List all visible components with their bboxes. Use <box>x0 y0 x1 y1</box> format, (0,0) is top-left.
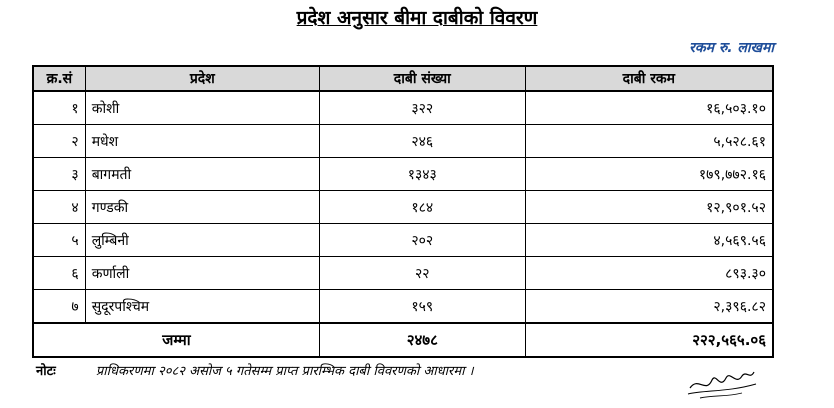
row-claim-count: २४६ <box>319 125 525 158</box>
header-claim-amount: दाबी रकम <box>525 66 773 91</box>
row-claim-amount: २,३९६.८२ <box>525 290 773 324</box>
row-province: लुम्बिनी <box>85 224 319 257</box>
row-sn: ६ <box>33 257 85 290</box>
row-claim-count: १८४ <box>319 191 525 224</box>
row-sn: ७ <box>33 290 85 324</box>
unit-note: रकम रु. लाखमा <box>689 40 774 56</box>
total-claim-amount: २२२,५६५.०६ <box>525 323 773 357</box>
footnote-text: प्राधिकरणमा २०८२ असोज ५ गतेसम्म प्राप्त प्रारम्भिक दाबी विवरणको आधारमा । <box>95 364 474 379</box>
row-claim-amount: १६,५०३.१० <box>525 91 773 125</box>
claims-table <box>32 65 774 358</box>
row-claim-count: २०२ <box>319 224 525 257</box>
signature-icon <box>684 364 760 402</box>
row-claim-count: १३४३ <box>319 158 525 191</box>
row-claim-amount: १७९,७७२.१६ <box>525 158 773 191</box>
page-title: प्रदेश अनुसार बीमा दाबीको विवरण <box>296 7 538 29</box>
table-row <box>33 158 773 191</box>
row-province: सुदूरपश्चिम <box>85 290 319 324</box>
row-province: गण्डकी <box>85 191 319 224</box>
header-sn: क्र.सं <box>33 66 85 91</box>
row-sn: २ <box>33 125 85 158</box>
total-claim-count: २४७८ <box>319 323 525 357</box>
row-claim-amount: ५,५२८.६१ <box>525 125 773 158</box>
row-sn: ५ <box>33 224 85 257</box>
row-province: मधेश <box>85 125 319 158</box>
table-row <box>33 125 773 158</box>
total-row <box>33 323 773 357</box>
header-province: प्रदेश <box>85 66 319 91</box>
row-claim-count: ३२२ <box>319 91 525 125</box>
footnote <box>36 361 474 379</box>
table-row <box>33 224 773 257</box>
row-sn: ३ <box>33 158 85 191</box>
table-header-row <box>33 66 773 91</box>
footnote-label: नोटः <box>36 364 56 379</box>
row-sn: १ <box>33 91 85 125</box>
table-row <box>33 257 773 290</box>
header-claim-count: दाबी संख्या <box>319 66 525 91</box>
row-province: कर्णाली <box>85 257 319 290</box>
total-label: जम्मा <box>33 323 319 357</box>
table-row <box>33 191 773 224</box>
row-sn: ४ <box>33 191 85 224</box>
table-row <box>33 290 773 324</box>
row-claim-amount: ४,५६९.५६ <box>525 224 773 257</box>
row-claim-count: १५९ <box>319 290 525 324</box>
table-row <box>33 91 773 125</box>
row-province: बागमती <box>85 158 319 191</box>
row-claim-amount: ८९३.३० <box>525 257 773 290</box>
row-province: कोशी <box>85 91 319 125</box>
row-claim-count: २२ <box>319 257 525 290</box>
row-claim-amount: १२,९०१.५२ <box>525 191 773 224</box>
